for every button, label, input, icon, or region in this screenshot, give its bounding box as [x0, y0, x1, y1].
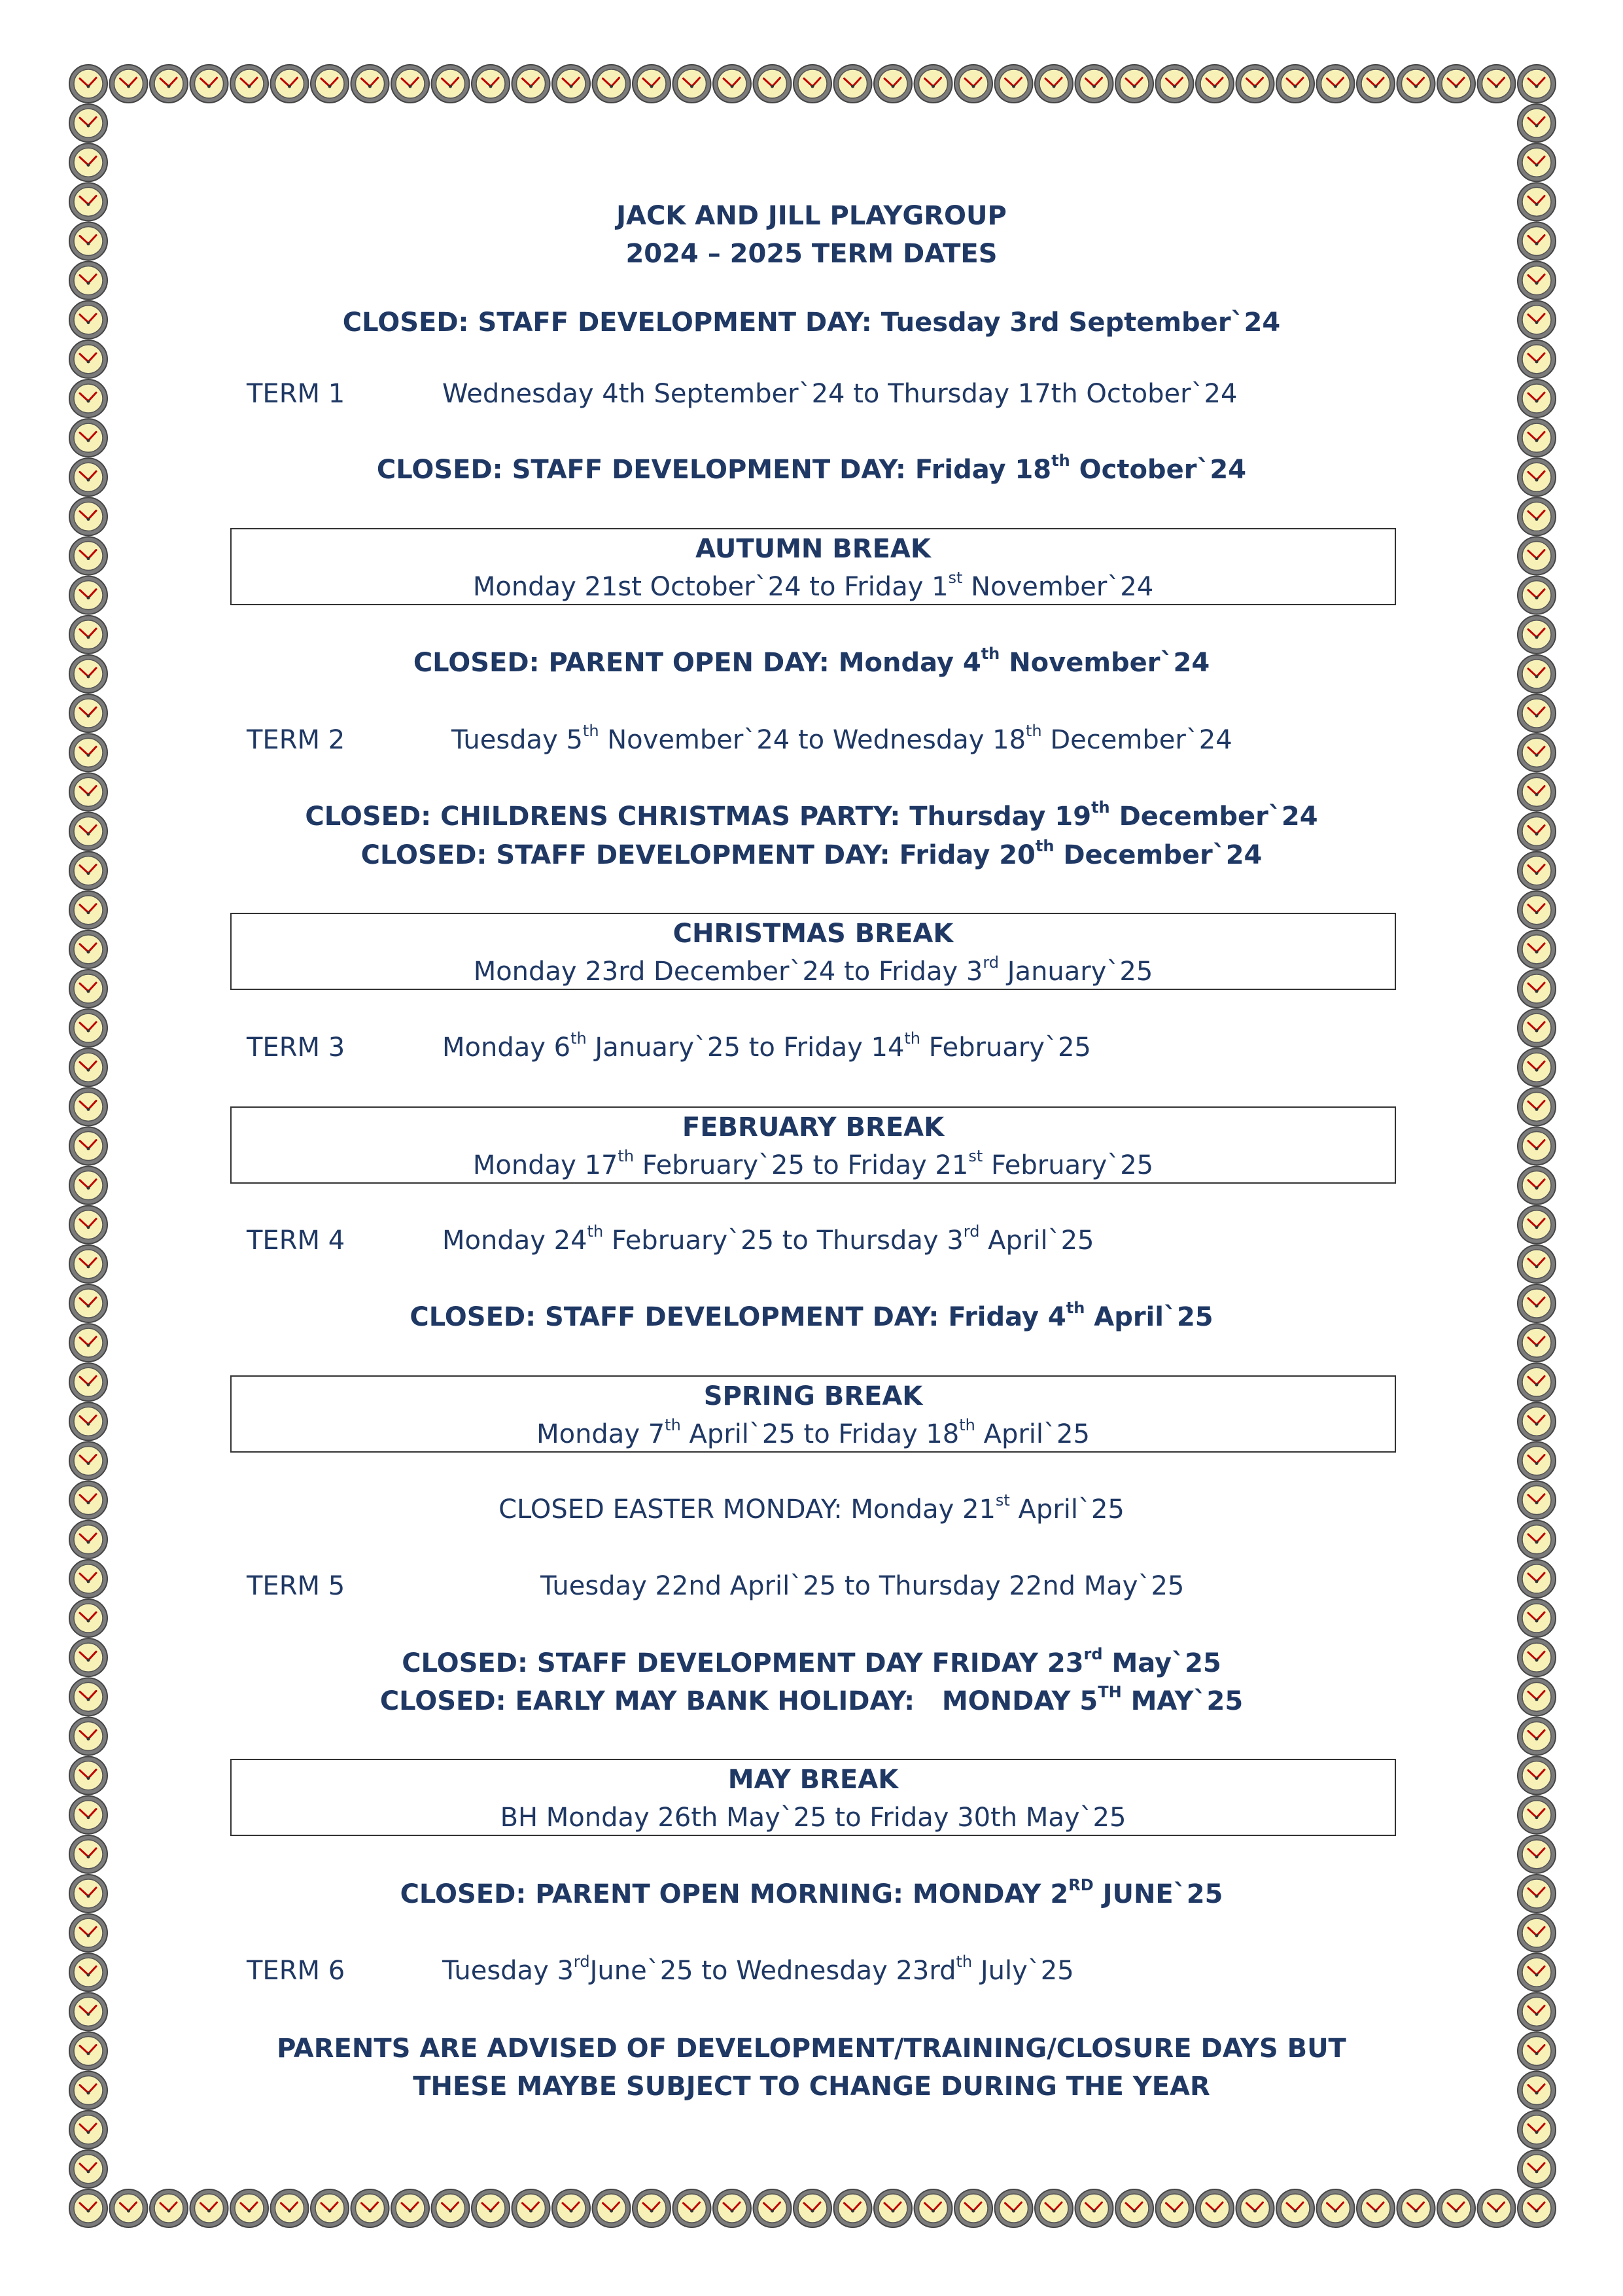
term-2-row	[0, 721, 1623, 756]
footer-notice-line-1: PARENTS ARE ADVISED OF DEVELOPMENT/TRAINING/CLOSURE DAYS BUT	[277, 2034, 1346, 2064]
closure-bank-holiday: CLOSED: EARLY MAY BANK HOLIDAY: MONDAY 5TH MAY`25	[379, 1682, 1244, 1716]
term-5-row	[0, 1570, 1623, 1602]
term-label: TERM 1	[247, 379, 345, 409]
break-title: AUTUMN BREAK	[695, 534, 931, 564]
closure-parent-open-morning: CLOSED: PARENT OPEN MORNING: MONDAY 2RD JUNE`25	[400, 1875, 1223, 1909]
closure-staff-day-1: CLOSED: STAFF DEVELOPMENT DAY: Tuesday 3rd September`24	[342, 308, 1281, 338]
term-label: TERM 4	[247, 1226, 345, 1256]
term-label: TERM 2	[247, 725, 345, 755]
term-dates: Monday 6th January`25 to Friday 14th February`25	[442, 1029, 1091, 1063]
break-dates: Monday 17th February`25 to Friday 21st February`25	[472, 1146, 1154, 1180]
term-4-row	[0, 1224, 1623, 1257]
term-3-row	[0, 1031, 1623, 1064]
term-dates: Tuesday 5th November`24 to Wednesday 18th December`24	[451, 721, 1232, 755]
spring-break-box	[230, 1375, 1396, 1453]
break-title: MAY BREAK	[727, 1765, 899, 1795]
closure-staff-day-4: CLOSED: STAFF DEVELOPMENT DAY: Friday 4th April`25	[410, 1298, 1213, 1332]
break-dates: Monday 23rd December`24 to Friday 3rd January`25	[473, 953, 1153, 987]
term-1-row	[0, 378, 1623, 410]
term-dates: Monday 24th February`25 to Thursday 3rd April`25	[442, 1222, 1094, 1256]
february-break-box	[230, 1106, 1396, 1184]
break-title: CHRISTMAS BREAK	[672, 919, 954, 949]
term-label: TERM 3	[247, 1033, 345, 1063]
closure-easter-monday: CLOSED EASTER MONDAY: Monday 21st April`25	[498, 1491, 1125, 1525]
break-dates: BH Monday 26th May`25 to Friday 30th May`25	[500, 1803, 1126, 1833]
closure-parent-open-day: CLOSED: PARENT OPEN DAY: Monday 4th November`24	[413, 644, 1210, 678]
footer-notice-line-2: THESE MAYBE SUBJECT TO CHANGE DURING THE YEAR	[413, 2072, 1210, 2102]
term-label: TERM 5	[247, 1571, 345, 1601]
closure-staff-day-2: CLOSED: STAFF DEVELOPMENT DAY: Friday 18th October`24	[376, 451, 1247, 485]
break-title: SPRING BREAK	[703, 1381, 923, 1411]
page-subtitle: 2024 – 2025 TERM DATES	[625, 239, 998, 269]
term-dates: Wednesday 4th September`24 to Thursday 17th October`24	[442, 379, 1238, 409]
term-label: TERM 6	[247, 1956, 345, 1986]
break-title: FEBRUARY BREAK	[682, 1112, 945, 1142]
term-dates: Tuesday 22nd April`25 to Thursday 22nd May`25	[540, 1571, 1185, 1601]
break-dates: Monday 21st October`24 to Friday 1st November`24	[472, 568, 1154, 602]
closure-christmas-party: CLOSED: CHILDRENS CHRISTMAS PARTY: Thursday 19th December`24	[305, 798, 1318, 832]
may-break-box	[230, 1759, 1396, 1836]
closure-staff-day-5: CLOSED: STAFF DEVELOPMENT DAY FRIDAY 23rd May`25	[402, 1644, 1221, 1678]
term-6-row	[0, 1954, 1623, 1987]
christmas-break-box	[230, 913, 1396, 990]
term-dates: Tuesday 3rdJune`25 to Wednesday $23rd^{th}$ July`25	[442, 1952, 1074, 1986]
autumn-break-box	[230, 528, 1396, 605]
page-title: JACK AND JILL PLAYGROUP	[616, 201, 1007, 231]
closure-staff-day-3: CLOSED: STAFF DEVELOPMENT DAY: Friday 20th December`24	[360, 836, 1263, 870]
break-dates: Monday 7th April`25 to Friday 18th April`25	[536, 1415, 1090, 1449]
